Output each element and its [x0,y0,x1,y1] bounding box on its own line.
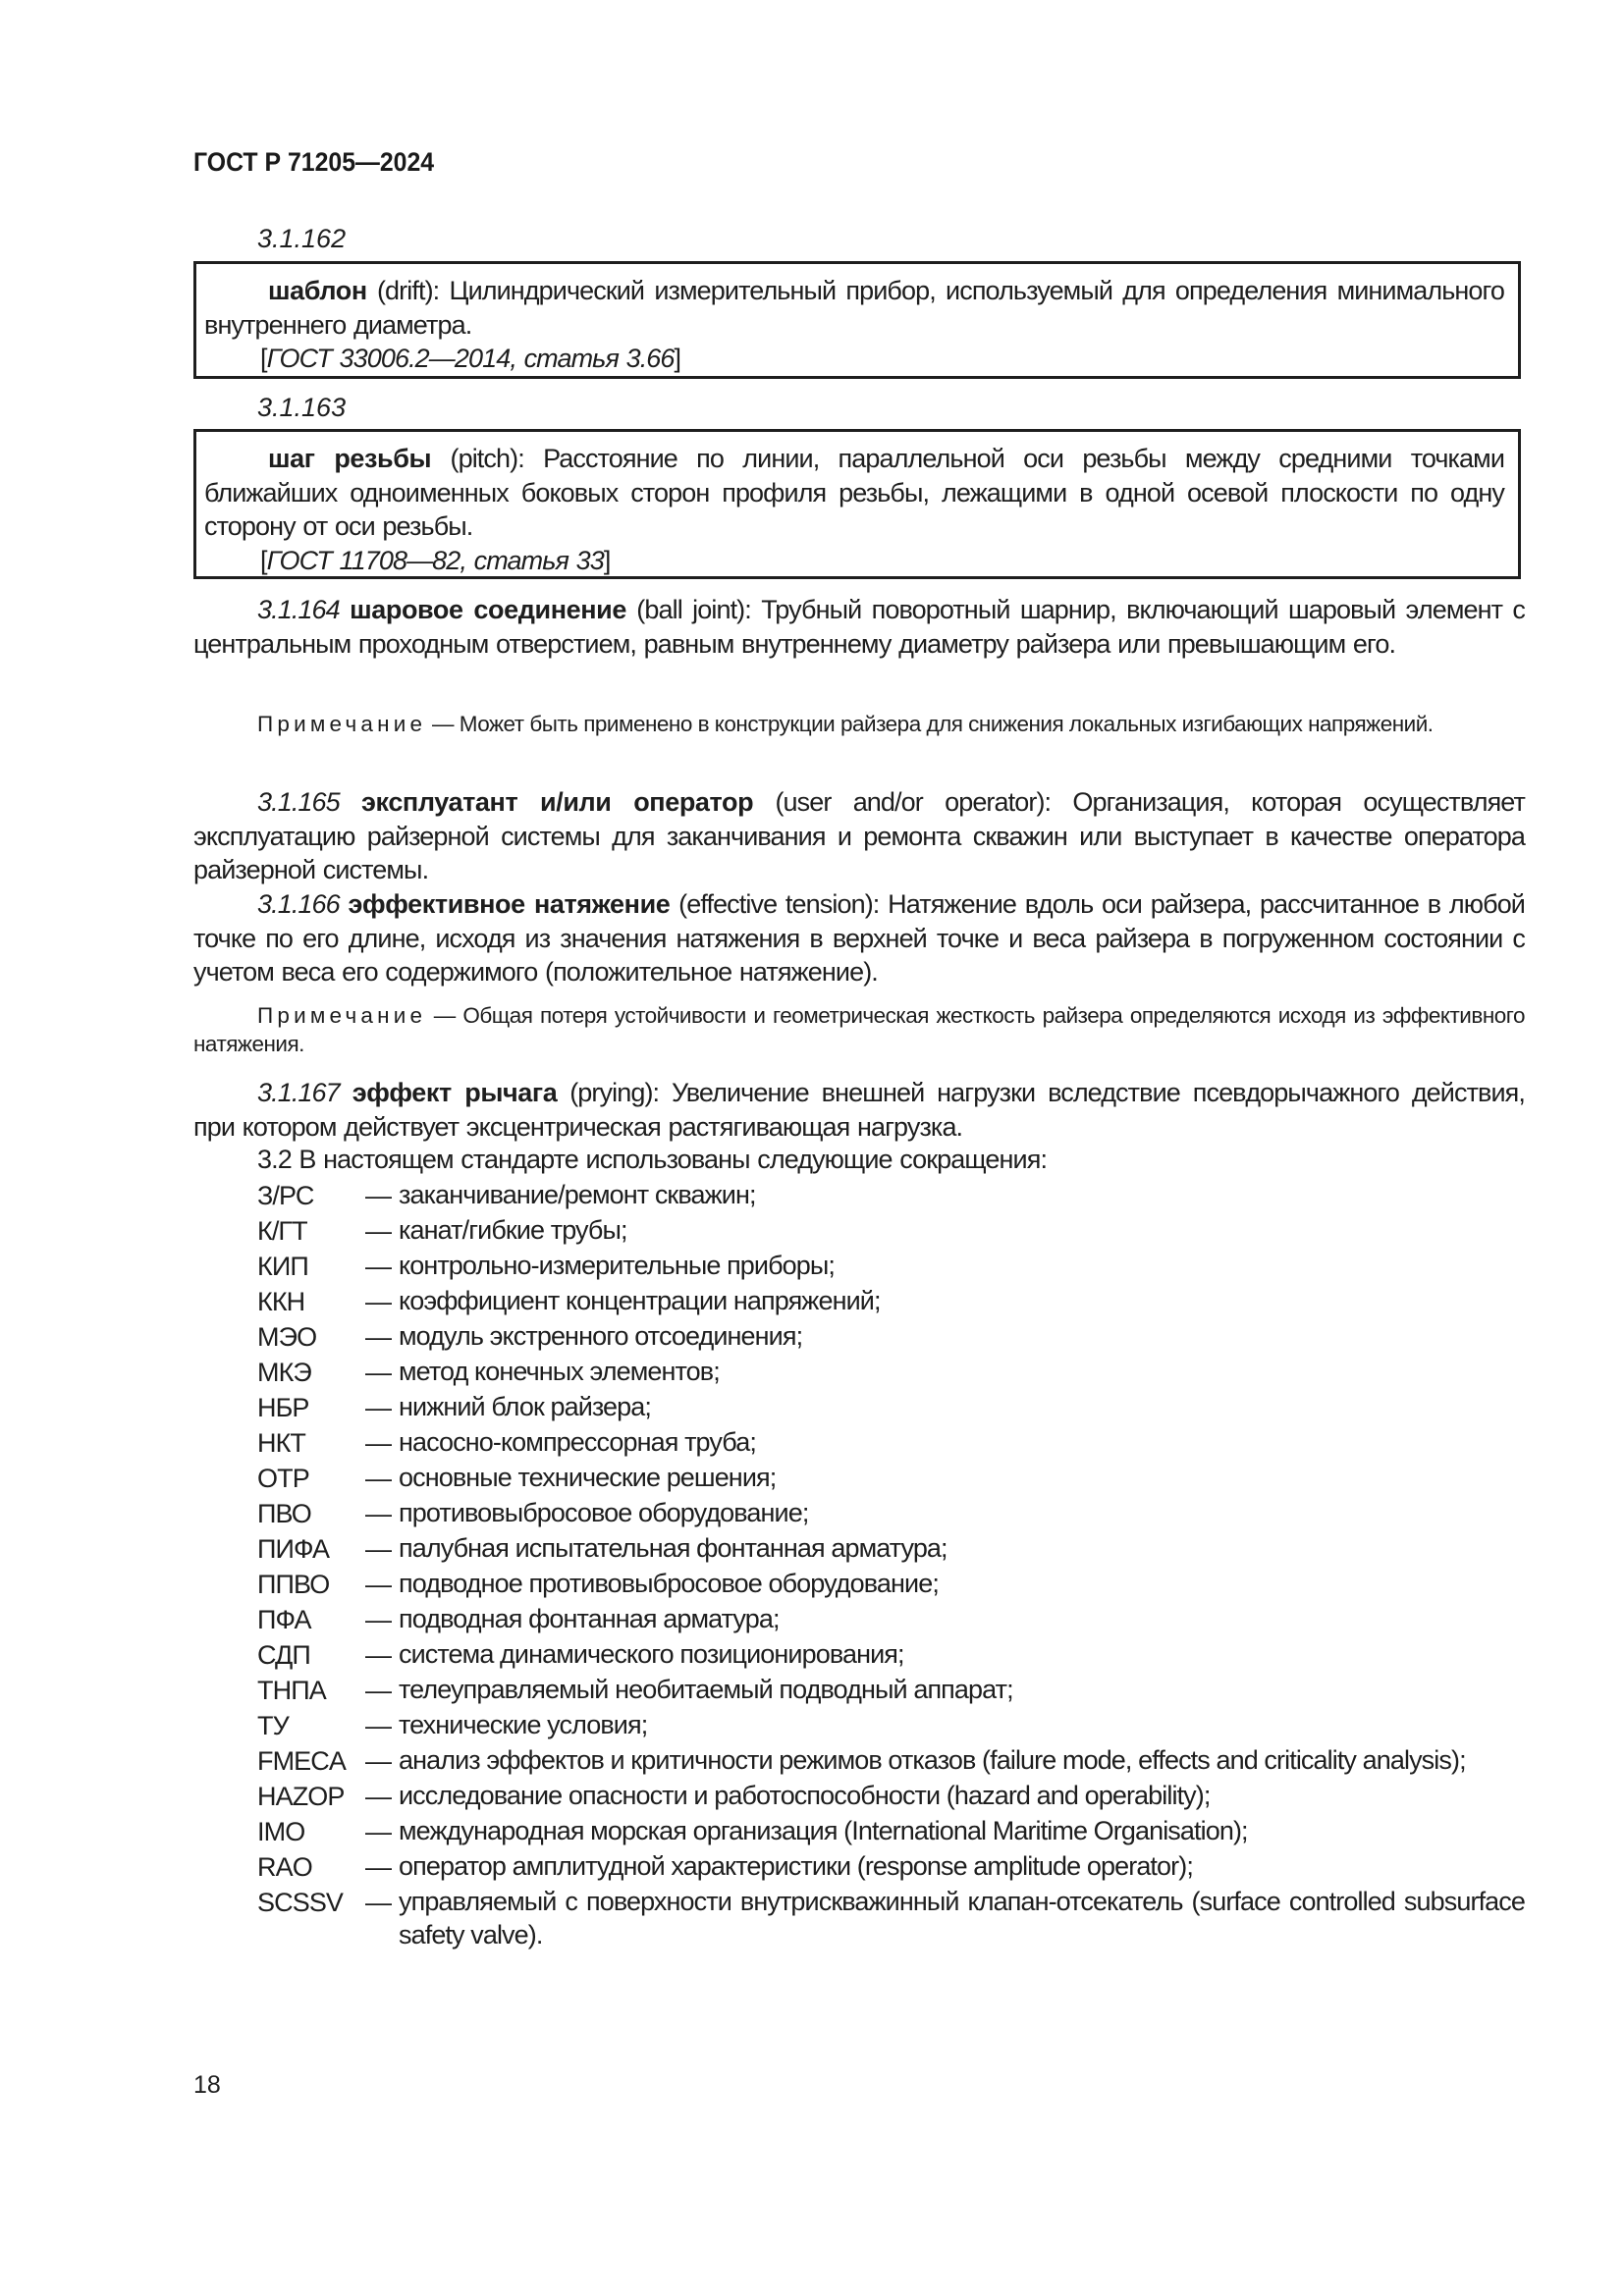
dash: — [365,1570,392,1599]
abbreviation-row [257,1213,1525,1249]
abbreviation-row [257,1708,1525,1743]
abbreviation-description: палубная испытательная фонтанная арматура; [399,1533,947,1563]
abbreviation-row [257,1178,1525,1213]
abbreviation: ПИФА [257,1534,330,1564]
dash: — [365,1252,392,1281]
dash: — [365,1640,392,1670]
dash: — [365,1711,392,1740]
term-reference: [ГОСТ 11708—82, статья 33] [260,545,611,575]
abbreviation: ОТР [257,1464,309,1493]
abbreviation-row [257,1743,1525,1779]
abbreviation-description: оператор амплитудной характеристики (response amplitude operator); [399,1851,1193,1881]
note-label: Примечание [257,712,427,736]
term-name: шаблон [268,276,367,305]
term-english: (pitch) [450,444,518,473]
abbreviation-row [257,1425,1525,1461]
abbreviation-row [257,1779,1525,1814]
abbreviation-description: подводная фонтанная арматура; [399,1604,780,1633]
term-definition [204,274,1504,342]
term-english: (effective tension) [678,889,873,919]
term-name: шаг резьбы [268,444,432,473]
page-number: 18 [193,2071,221,2099]
term-name: эффект рычага [352,1078,558,1107]
abbreviation: НБР [257,1393,309,1422]
term-definition-text: : Цилиндрический измерительный прибор, используемый для определения минимального внутреннего диаметра. [204,276,1505,340]
abbreviation: SCSSV [257,1888,344,1917]
abbreviation-description: международная морская организация (International Maritime Organisation); [399,1816,1248,1845]
dash: — [365,1746,392,1776]
note-ball-joint [193,710,1525,738]
term-effective-tension [193,887,1525,989]
abbreviation-description: основные технические решения; [399,1463,777,1492]
abbreviation-description: система динамического позиционирования; [399,1639,904,1669]
abbreviation-description: нижний блок райзера; [399,1392,652,1421]
abbreviation-row [257,1390,1525,1425]
term-definition [204,442,1504,544]
reference-text: ГОСТ 33006.2—2014, статья 3.66 [266,344,675,373]
document-header: ГОСТ Р 71205—2024 [193,147,435,177]
abbreviation-row [257,1355,1525,1390]
abbreviation-row [257,1461,1525,1496]
term-english: (ball joint) [636,595,745,624]
dash: — [365,1216,392,1246]
abbreviation-description: модуль экстренного отсоединения; [399,1321,803,1351]
abbreviation-description: метод конечных элементов; [399,1357,720,1386]
dash: — [365,1534,392,1564]
abbreviations-list [257,1178,1525,1953]
term-name: шаровое соединение [350,595,626,624]
abbreviation-description: исследование опасности и работоспособности (hazard and operability); [399,1781,1211,1810]
abbreviation-row [257,1602,1525,1637]
term-number: 3.1.164 [257,595,340,624]
abbreviation-row [257,1249,1525,1284]
abbreviation-description: коэффициент концентрации напряжений; [399,1286,881,1315]
term-box-pitch [193,429,1521,579]
abbreviation: ТУ [257,1711,289,1740]
abbreviation-row [257,1673,1525,1708]
term-number: 3.1.167 [257,1078,340,1107]
term-definition-text: : Натяжение вдоль оси райзера, рассчитанное в любой точке по его длине, исходя из значения натяжения в верхней точке и веса райзера в погруженном состоянии с учетом веса его содержимого (положительное натяжение). [193,889,1525,987]
abbreviation-description: противовыбросовое оборудование; [399,1498,809,1527]
dash: — [365,1393,392,1422]
abbreviation-description: подводное противовыбросовое оборудование; [399,1569,939,1598]
abbreviation-description: насосно-компрессорная труба; [399,1427,756,1457]
term-definition-text: : Трубный поворотный шарнир, включающий шаровый элемент с центральным проходным отверстием, равным внутреннему диаметру райзера или превышающим его. [193,595,1526,659]
abbreviation: ПФА [257,1605,311,1634]
abbreviation: HAZOP [257,1782,345,1811]
note-text: — Может быть применено в конструкции райзера для снижения локальных изгибающих напряжений. [426,712,1434,736]
dash: — [365,1358,392,1387]
dash: — [365,1499,392,1528]
dash: — [365,1888,392,1917]
term-definition-text: : Расстояние по линии, параллельной оси резьбы между средними точками ближайших одноименных боковых сторон профиля резьбы, лежащими в одной осевой плоскости по одну сторону от оси резьбы. [204,444,1505,541]
dash: — [365,1852,392,1882]
abbreviation-description: анализ эффектов и критичности режимов отказов (failure mode, effects and criticality analysis); [399,1745,1466,1775]
abbreviation-description: контрольно-измерительные приборы; [399,1251,835,1280]
term-number: 3.1.165 [257,787,340,817]
abbreviation-description: канат/гибкие трубы; [399,1215,627,1245]
abbreviation-row [257,1637,1525,1673]
abbreviation: RAO [257,1852,312,1882]
note-effective-tension [193,1001,1525,1058]
dash: — [365,1428,392,1458]
term-number: 3.1.163 [257,393,347,422]
abbreviation: К/ГТ [257,1216,307,1246]
abbreviation: ККН [257,1287,305,1316]
term-user-operator [193,785,1525,887]
dash: — [365,1605,392,1634]
abbreviation-description: технические условия; [399,1710,648,1739]
abbreviation-row [257,1496,1525,1531]
term-number: 3.1.166 [257,889,340,919]
term-prying [193,1076,1525,1144]
term-name: эффективное натяжение [348,889,671,919]
abbreviation: МЭО [257,1322,317,1352]
abbreviation-description: заканчивание/ремонт скважин; [399,1180,756,1209]
abbreviation-row [257,1531,1525,1567]
abbreviation: ППВО [257,1570,330,1599]
term-english: (drift) [376,276,433,305]
abbreviation: ТНПА [257,1676,326,1705]
note-text: — Общая потеря устойчивости и геометрическая жесткость райзера определяются исходя из эффективного натяжения. [193,1003,1525,1056]
term-box-drift [193,261,1521,379]
abbreviation-row [257,1319,1525,1355]
abbreviation: FMECA [257,1746,347,1776]
abbreviation: СДП [257,1640,310,1670]
term-number: 3.1.162 [257,224,347,253]
abbreviation: МКЭ [257,1358,311,1387]
term-english: (user and/or operator) [775,787,1045,817]
dash: — [365,1817,392,1846]
abbreviation: IMO [257,1817,305,1846]
abbreviation: КИП [257,1252,308,1281]
term-definition-text: : Увеличение внешней нагрузки вследствие псевдорычажного действия, при котором действует эксцентрическая растягивающая нагрузка. [193,1078,1525,1142]
abbreviation-description: управляемый с поверхности внутрискважинный клапан-отсекатель (surface controlled subsurface safety valve). [399,1887,1525,1949]
term-name: эксплуатант и/или оператор [361,787,754,817]
dash: — [365,1464,392,1493]
abbreviation-row [257,1284,1525,1319]
term-ball-joint [193,593,1525,661]
dash: — [365,1181,392,1210]
abbreviation: ПВО [257,1499,311,1528]
dash: — [365,1287,392,1316]
note-label: Примечание [257,1003,427,1028]
dash: — [365,1782,392,1811]
reference-text: ГОСТ 11708—82, статья 33 [266,545,604,575]
dash: — [365,1676,392,1705]
abbreviation-row [257,1849,1525,1885]
abbreviation-row [257,1885,1525,1953]
abbreviation: НКТ [257,1428,306,1458]
abbreviation-row [257,1567,1525,1602]
term-english: (prying) [569,1078,653,1107]
abbreviation-row [257,1814,1525,1849]
section-3-2-intro: 3.2 В настоящем стандарте использованы следующие сокращения: [257,1145,1048,1174]
term-reference: [ГОСТ 33006.2—2014, статья 3.66] [260,344,681,373]
abbreviation: З/РС [257,1181,314,1210]
abbreviation-description: телеуправляемый необитаемый подводный аппарат; [399,1675,1013,1704]
term-definition-text: : Организация, которая осуществляет эксплуатацию райзерной системы для заканчивания и ремонта скважин или выступает в качестве оператора райзерной системы. [193,787,1525,884]
dash: — [365,1322,392,1352]
